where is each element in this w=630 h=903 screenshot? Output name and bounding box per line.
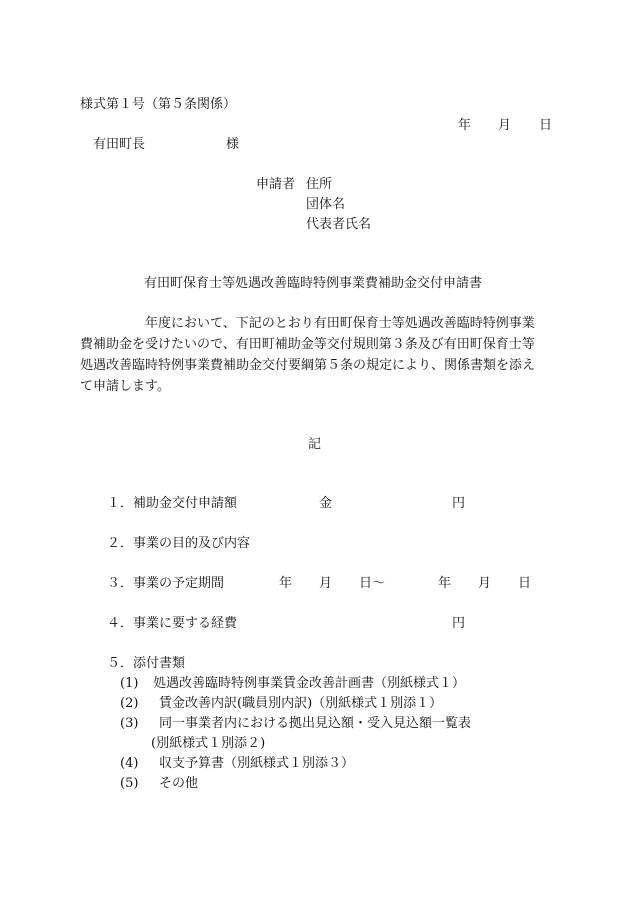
- item-3-end-day: 日: [518, 576, 532, 591]
- item-1-kin: 金: [319, 496, 333, 511]
- date-day: 日: [539, 118, 553, 133]
- attachment-text: 処遇改善臨時特例事業賃金改善計画書（別紙様式１）: [153, 676, 466, 691]
- item-3-end-year: 年: [438, 576, 452, 591]
- item-3-end-month: 月: [478, 576, 492, 591]
- ki-heading: 記: [308, 437, 322, 452]
- form-label: 様式第１号（第５条関係）: [80, 97, 237, 112]
- item-3-number: ３．: [107, 576, 134, 591]
- attachment-text: (別紙様式１別添２): [151, 736, 266, 751]
- applicant-organization: 団体名: [306, 197, 346, 212]
- item-3-start-day: 日～: [359, 576, 386, 591]
- attachment-number: (2): [120, 696, 139, 711]
- applicant-address: 住所: [306, 177, 333, 192]
- body-paragraph: [80, 313, 556, 397]
- attachment-text: 賃金改善内訳(職員別内訳)（別紙様式１別添１）: [159, 696, 443, 711]
- date-year: 年: [458, 118, 472, 133]
- item-1-number: １．: [107, 496, 134, 511]
- body-line: 処遇改善臨時特例事業費補助金交付要綱第５条の規定により、関係書類を添え: [80, 358, 536, 373]
- date-month: 月: [498, 118, 512, 133]
- item-1-yen: 円: [452, 496, 466, 511]
- applicant-representative: 代表者氏名: [306, 217, 372, 232]
- item-1-label: 補助金交付申請額: [133, 496, 238, 511]
- attachment-text: 収支予算書（別紙様式１別添３）: [159, 756, 355, 771]
- item-4-label: 事業に要する経費: [133, 616, 238, 631]
- document-title: 有田町保育士等処遇改善臨時特例事業費補助金交付申請書: [144, 276, 483, 291]
- item-3-start-month: 月: [319, 576, 333, 591]
- item-5-label: 添付書類: [133, 656, 186, 671]
- item-4-number: ４．: [107, 616, 134, 631]
- attachment-number: (1): [120, 676, 139, 691]
- item-3-label: 事業の予定期間: [133, 576, 225, 591]
- attachment-text: その他: [159, 776, 199, 791]
- addressee-honorific: 様: [226, 137, 240, 152]
- applicant-label: 申請者: [256, 177, 296, 192]
- attachment-text: 同一事業者内における拠出見込額・受入見込額一覧表: [159, 716, 472, 731]
- item-4-yen: 円: [452, 616, 466, 631]
- item-2-label: 事業の目的及び内容: [133, 536, 251, 551]
- body-line: 費補助金を受けたいので、有田町補助金等交付規則第３条及び有田町保育士等: [80, 337, 535, 352]
- attachment-number: (5): [120, 776, 139, 791]
- addressee-name: 有田町長: [93, 137, 146, 152]
- attachment-number: (4): [120, 756, 139, 771]
- item-3-start-year: 年: [279, 576, 293, 591]
- item-5-number: ５．: [107, 656, 134, 671]
- body-line: て申請します。: [80, 379, 170, 394]
- item-2-number: ２．: [107, 536, 134, 551]
- attachment-number: (3): [120, 716, 139, 731]
- body-line: 年度において、下記のとおり有田町保育士等処遇改善臨時特例事業: [80, 316, 535, 331]
